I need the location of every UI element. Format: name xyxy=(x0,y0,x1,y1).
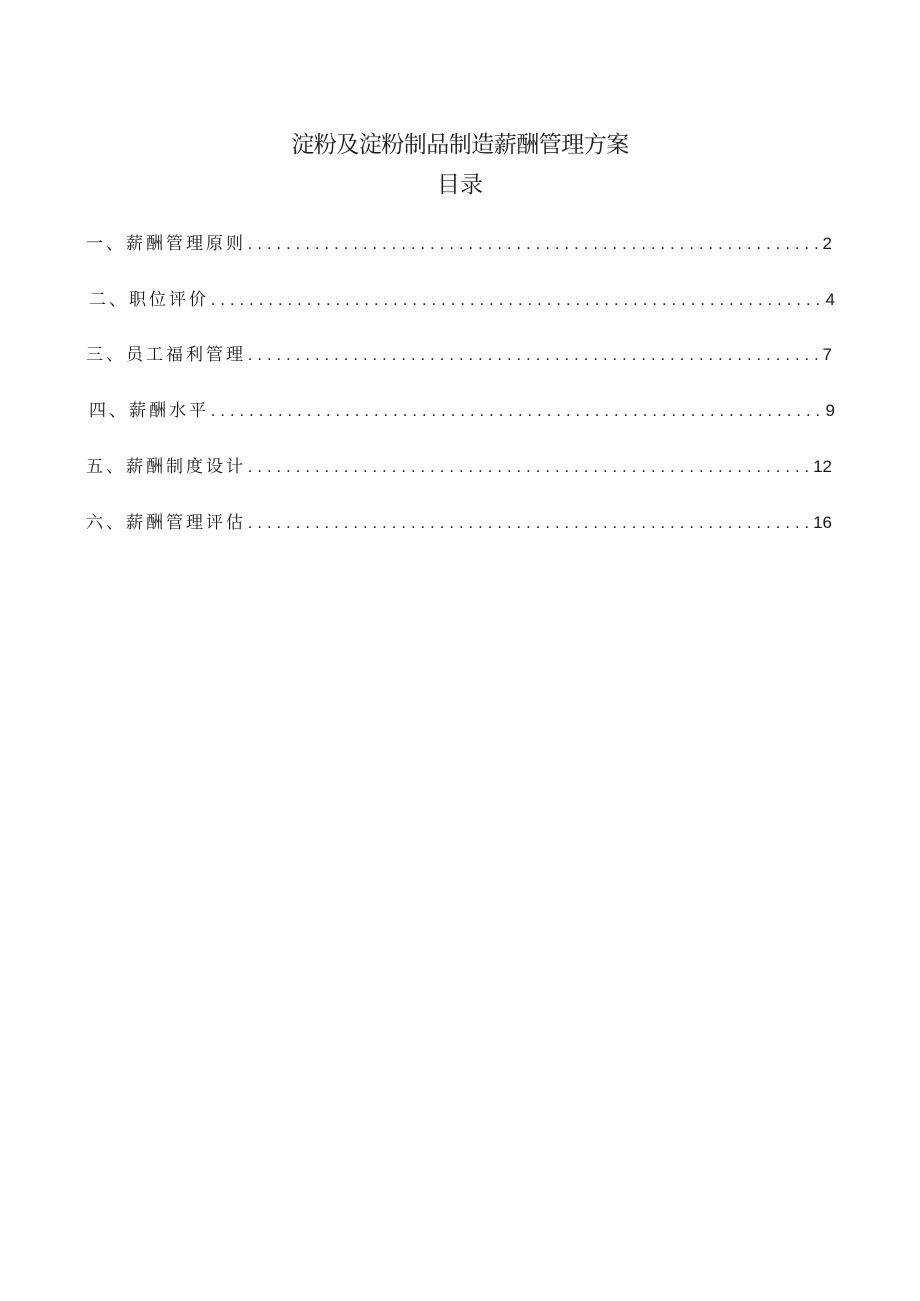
toc-entry-page: 16 xyxy=(813,513,832,532)
toc-entry-label: 五、薪酬制度设计 xyxy=(86,457,246,477)
toc-entry-page: 9 xyxy=(825,401,835,420)
toc-entry-4[interactable] xyxy=(89,398,835,424)
toc-entry-label: 二、职位评价 xyxy=(89,290,209,310)
toc-entry-6[interactable] xyxy=(86,510,832,536)
toc-dot-leader xyxy=(248,511,811,537)
toc-entry-label: 三、员工福利管理 xyxy=(86,345,246,365)
document-title: 淀粉及淀粉制品制造薪酬管理方案 xyxy=(291,132,629,158)
toc-dot-leader xyxy=(248,455,811,481)
toc-entry-label: 六、薪酬管理评估 xyxy=(86,513,246,533)
toc-entry-2[interactable] xyxy=(89,287,835,313)
toc-dot-leader xyxy=(248,343,821,369)
table-of-contents xyxy=(0,0,920,600)
toc-entry-page: 12 xyxy=(813,457,832,476)
toc-entry-page: 7 xyxy=(822,345,832,364)
toc-entry-3[interactable] xyxy=(86,342,832,368)
toc-dot-leader xyxy=(248,232,821,258)
toc-entry-page: 2 xyxy=(822,234,832,253)
toc-entry-page: 4 xyxy=(825,290,835,309)
toc-dot-leader xyxy=(211,399,824,425)
toc-entry-5[interactable] xyxy=(86,454,832,480)
toc-dot-leader xyxy=(211,288,824,314)
toc-entry-label: 四、薪酬水平 xyxy=(89,401,209,421)
toc-heading: 目录 xyxy=(437,172,483,198)
toc-entry-1[interactable] xyxy=(86,231,832,257)
toc-entry-label: 一、薪酬管理原则 xyxy=(86,234,246,254)
